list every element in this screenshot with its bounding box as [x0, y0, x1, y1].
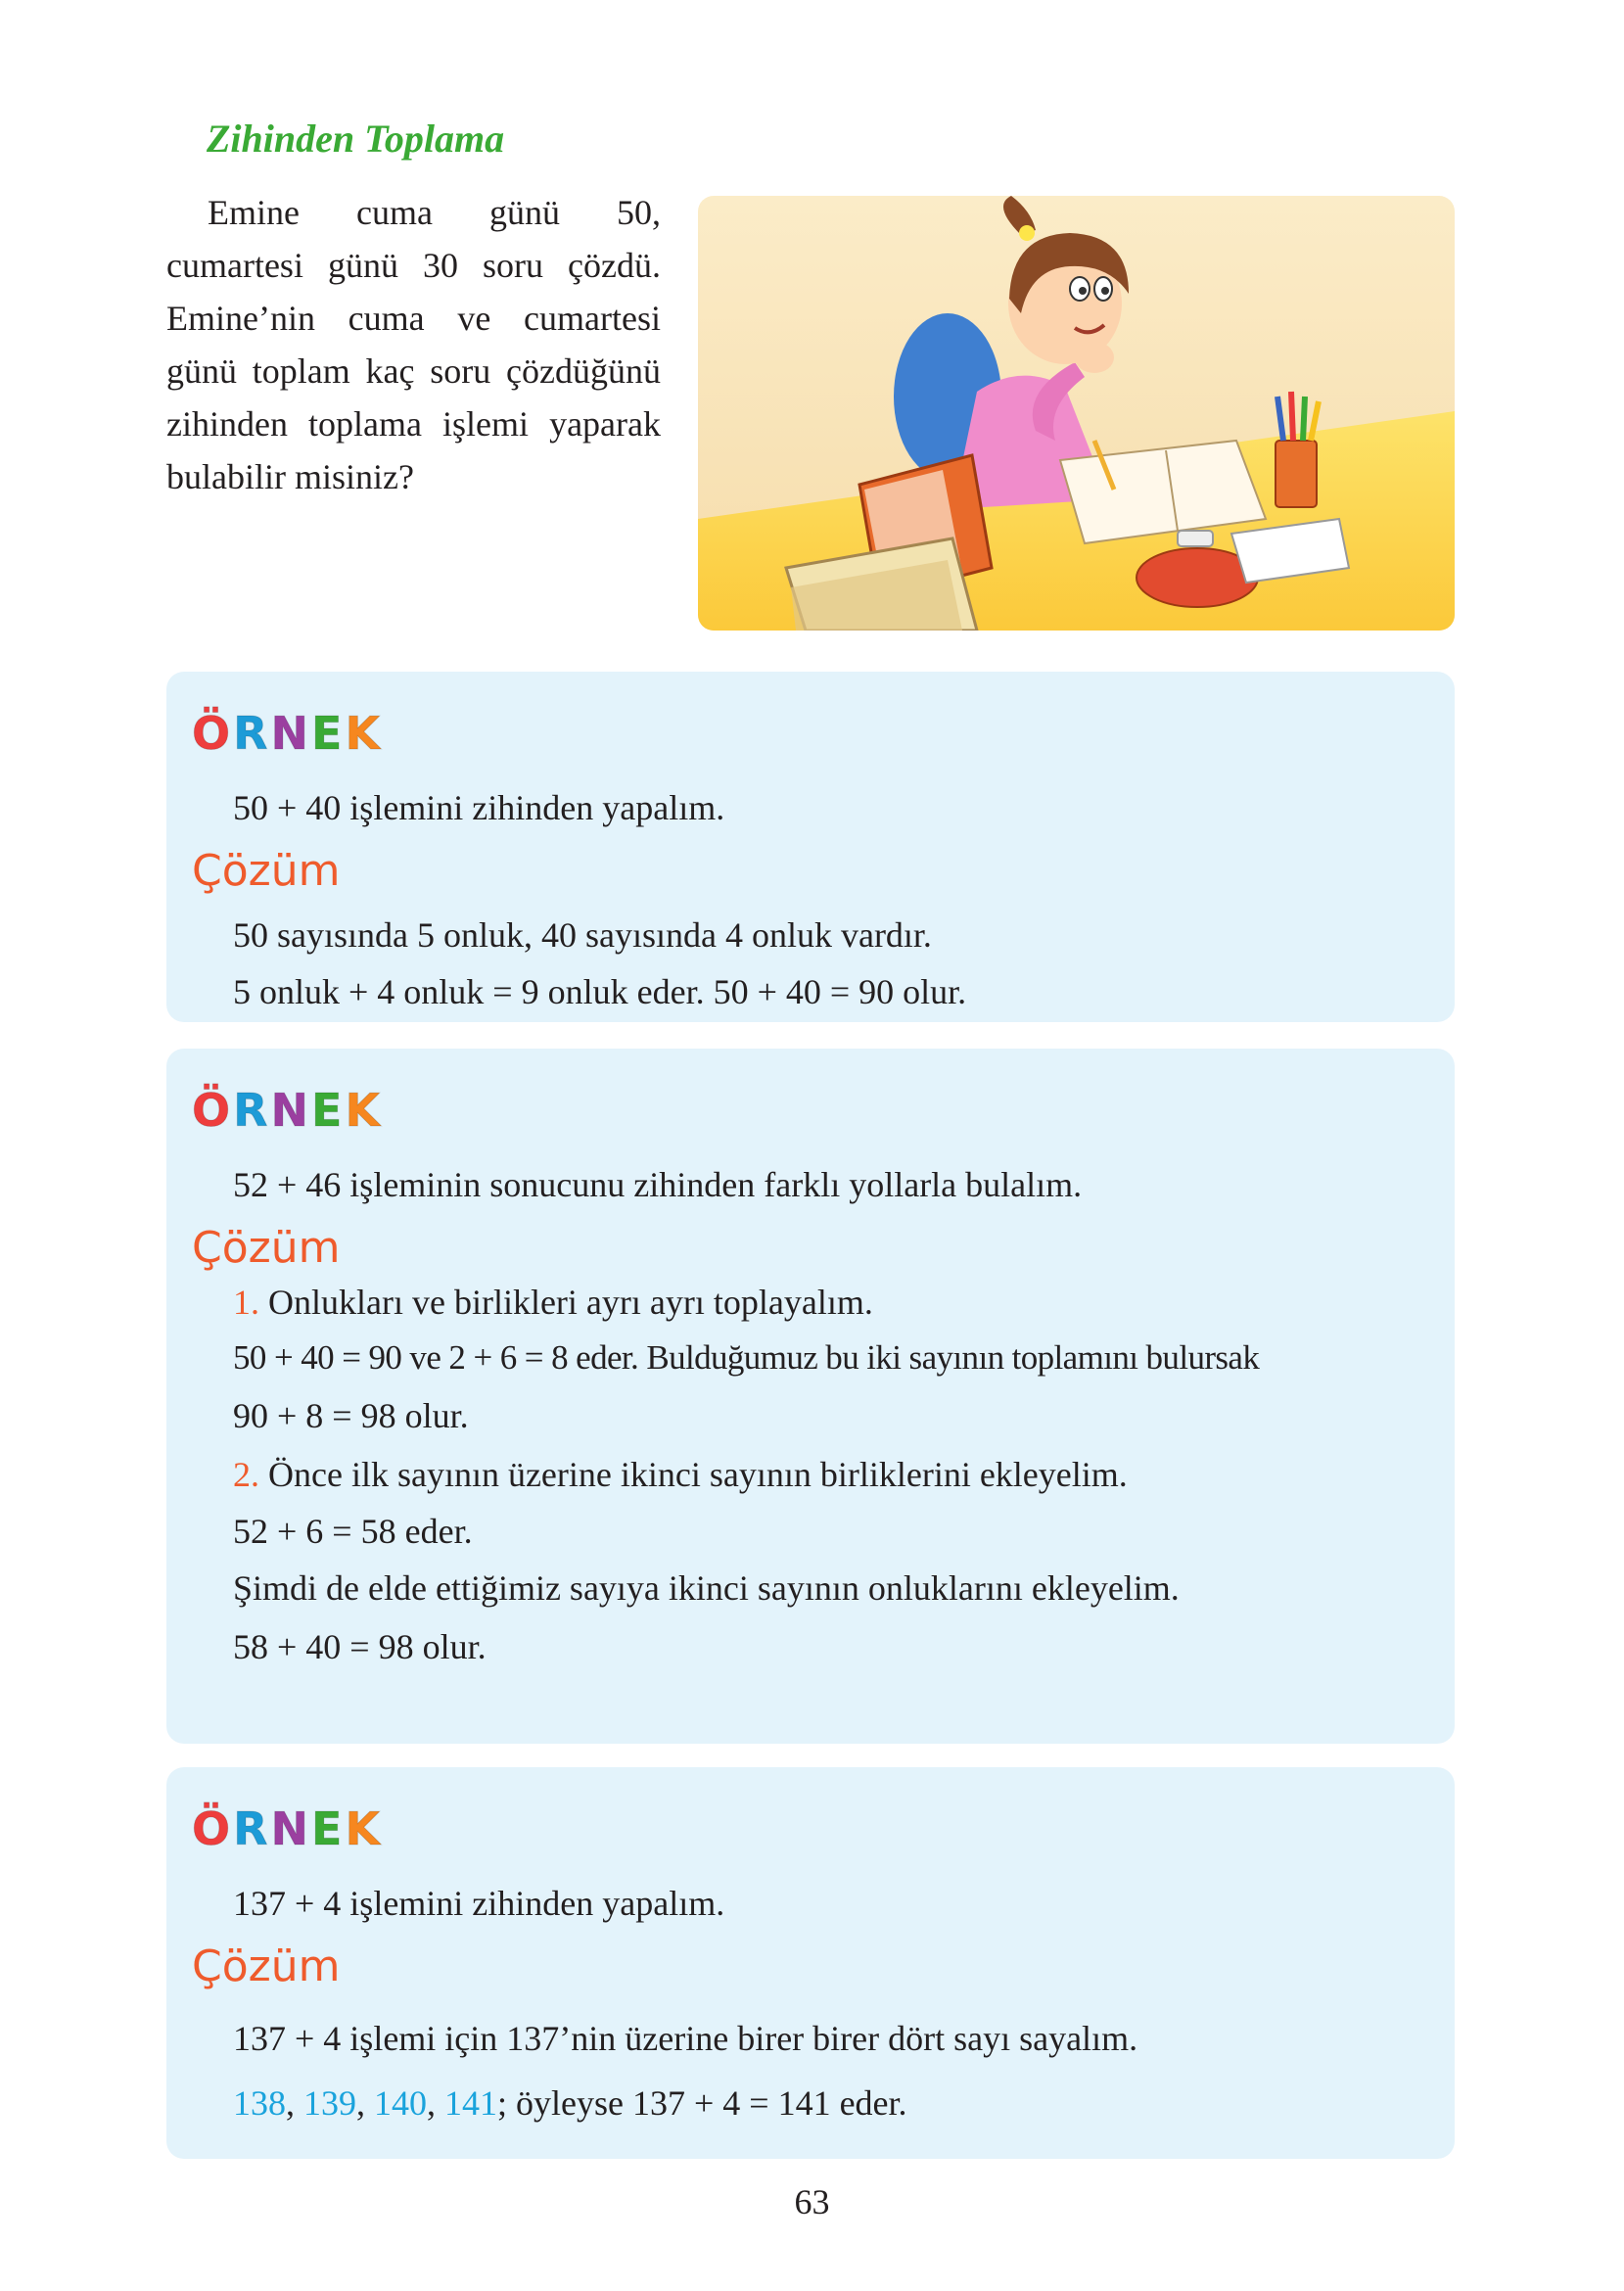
example-card-1 — [166, 672, 1455, 1022]
count-number: 141 — [444, 2083, 497, 2123]
ornek-letter: E — [311, 1084, 346, 1137]
step-text: Onlukları ve birlikleri ayrı ayrı toplayalım. — [268, 1283, 873, 1322]
example-card-3 — [166, 1767, 1455, 2159]
solution-line: 90 + 8 = 98 olur. — [233, 1396, 469, 1435]
example-problem: 50 + 40 işlemini zihinden yapalım. — [233, 788, 725, 827]
step-number: 2. — [233, 1455, 259, 1494]
ornek-letter: N — [270, 707, 312, 760]
solution-line: 50 + 40 = 90 ve 2 + 6 = 8 eder. Bulduğumuz bu iki sayının toplamını bulursak — [233, 1338, 1260, 1377]
section-title: Zihinden Toplama — [207, 117, 505, 161]
ornek-letter: K — [345, 1802, 384, 1855]
ornek-letter: R — [233, 1802, 271, 1855]
ornek-letter: N — [270, 1084, 312, 1137]
solution-line: 137 + 4 işlemi için 137’nin üzerine birer birer dört sayı sayalım. — [233, 2019, 1138, 2058]
count-number: 138 — [233, 2083, 286, 2123]
counting-line: 138, 139, 140, 141; öyleyse 137 + 4 = 141 eder. — [233, 2083, 907, 2123]
cozum-heading: Çözüm — [192, 1941, 341, 1991]
example-card-2 — [166, 1049, 1455, 1744]
ornek-heading — [192, 1802, 383, 1855]
ornek-letter: E — [311, 1802, 346, 1855]
solution-line: 5 onluk + 4 onluk = 9 onluk eder. 50 + 40 = 90 olur. — [233, 972, 967, 1011]
solution-line: 52 + 6 = 58 eder. — [233, 1512, 473, 1551]
ornek-letter: Ö — [192, 1802, 234, 1855]
ornek-letter: N — [270, 1802, 312, 1855]
step-text: Önce ilk sayının üzerine ikinci sayının birliklerini ekleyelim. — [268, 1455, 1128, 1494]
ornek-heading — [192, 707, 383, 760]
ornek-letter: R — [233, 1084, 271, 1137]
ornek-letter: K — [345, 707, 384, 760]
solution-line: Şimdi de elde ettiğimiz sayıya ikinci sayının onluklarını ekleyelim. — [233, 1568, 1180, 1608]
cozum-heading: Çözüm — [192, 1223, 341, 1273]
ornek-heading — [192, 1084, 383, 1137]
ornek-letter: Ö — [192, 1084, 234, 1137]
result-text: ; öyleyse 137 + 4 = 141 eder. — [497, 2083, 907, 2123]
step-1-line — [233, 1282, 873, 1323]
ornek-letter: K — [345, 1084, 384, 1137]
solution-line: 50 sayısında 5 onluk, 40 sayısında 4 onluk vardır. — [233, 915, 932, 955]
count-number: 139 — [303, 2083, 356, 2123]
page-number: 63 — [794, 2182, 830, 2221]
step-2-line — [233, 1454, 1128, 1495]
cozum-heading: Çözüm — [192, 846, 341, 896]
intro-paragraph: Emine cuma günü 50, cumartesi günü 30 soru çözdü. Emine’nin cuma ve cumartesi günü toplam kaç soru çözdüğünü zihinden toplama işlemi yaparak bulabilir misiniz? — [166, 193, 661, 496]
solution-line: 58 + 40 = 98 olur. — [233, 1627, 487, 1666]
ornek-letter: R — [233, 707, 271, 760]
count-number: 140 — [374, 2083, 427, 2123]
step-number: 1. — [233, 1283, 259, 1322]
ornek-letter: E — [311, 707, 346, 760]
example-problem: 52 + 46 işleminin sonucunu zihinden farklı yollarla bulalım. — [233, 1165, 1083, 1204]
example-problem: 137 + 4 işlemini zihinden yapalım. — [233, 1884, 725, 1923]
girl-studying-illustration — [698, 196, 1455, 631]
ornek-letter: Ö — [192, 707, 234, 760]
